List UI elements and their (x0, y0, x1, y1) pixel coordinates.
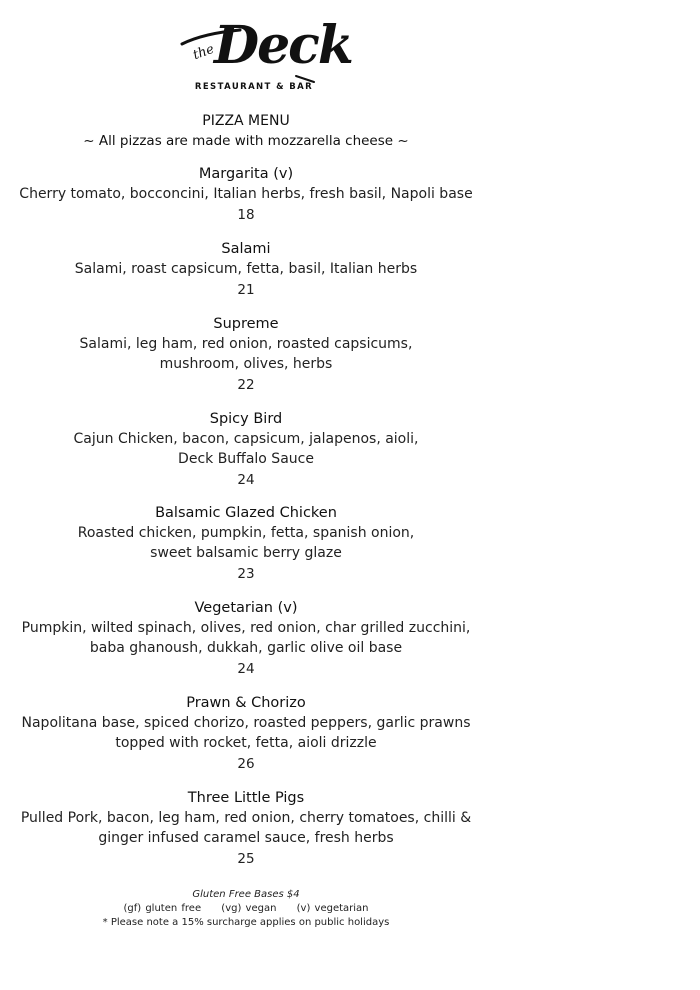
menu-item-supreme (0, 314, 492, 395)
menu-item-three-little-pigs (0, 788, 492, 869)
item-description: Pulled Pork, bacon, leg ham, red onion, cherry tomatoes, chilli & ginger infused caramel sauce, fresh herbs (20, 810, 472, 846)
item-description: Napolitana base, spiced chorizo, roasted peppers, garlic prawns topped with rocket, fetta, aioli drizzle (21, 715, 471, 751)
item-price: 26 (237, 756, 255, 772)
item-description: Cherry tomato, bocconcini, Italian herbs, fresh basil, Napoli base (19, 186, 473, 202)
item-price: 24 (237, 472, 255, 488)
menu-item-spicy-bird (0, 409, 492, 490)
item-name: Vegetarian (v) (194, 600, 298, 616)
surcharge-note: * Please note a 15% surcharge applies on public holidays (102, 917, 390, 928)
key-vegetarian: (v) vegetarian (296, 903, 369, 914)
item-price: 25 (237, 851, 255, 867)
item-name: Prawn & Chorizo (186, 695, 306, 711)
item-price: 24 (237, 661, 255, 677)
item-name: Three Little Pigs (187, 790, 305, 806)
item-name: Balsamic Glazed Chicken (155, 505, 337, 521)
item-price: 21 (237, 282, 255, 298)
item-description: Pumpkin, wilted spinach, olives, red onion, char grilled zucchini, baba ghanoush, dukkah, garlic olive oil base (21, 620, 471, 656)
logo-the: the (191, 41, 217, 64)
menu-item-vegetarian (0, 598, 492, 679)
item-name: Supreme (213, 316, 279, 332)
menu-title: PIZZA MENU (202, 113, 290, 129)
item-price: 23 (237, 566, 255, 582)
logo-deck: Deck (214, 15, 352, 76)
logo (178, 14, 352, 94)
logo-tagline: RESTAURANT & BAR (194, 82, 314, 92)
key-gluten-free: (gf) gluten free (123, 903, 202, 914)
key-vegan: (vg) vegan (221, 903, 277, 914)
menu-item-balsamic-glazed-chicken (0, 503, 492, 584)
item-name: Margarita (v) (198, 166, 294, 182)
item-description: Cajun Chicken, bacon, capsicum, jalapenos, aioli, Deck Buffalo Sauce (73, 431, 419, 467)
item-description: Salami, roast capsicum, fetta, basil, Italian herbs (74, 261, 418, 277)
item-description: Salami, leg ham, red onion, roasted capsicums, mushroom, olives, herbs (79, 336, 413, 372)
item-price: 18 (237, 207, 255, 223)
dietary-key (0, 902, 492, 916)
item-name: Spicy Bird (209, 411, 283, 427)
menu-item-margarita (0, 164, 492, 225)
menu-item-salami (0, 239, 492, 300)
menu-item-prawn-chorizo (0, 693, 492, 774)
item-price: 22 (237, 377, 255, 393)
item-name: Salami (221, 241, 271, 257)
menu-subtitle: ~ All pizzas are made with mozzarella cheese ~ (83, 133, 409, 149)
item-description: Roasted chicken, pumpkin, fetta, spanish onion, sweet balsamic berry glaze (77, 525, 415, 561)
gluten-free-note: Gluten Free Bases $4 (192, 889, 300, 900)
